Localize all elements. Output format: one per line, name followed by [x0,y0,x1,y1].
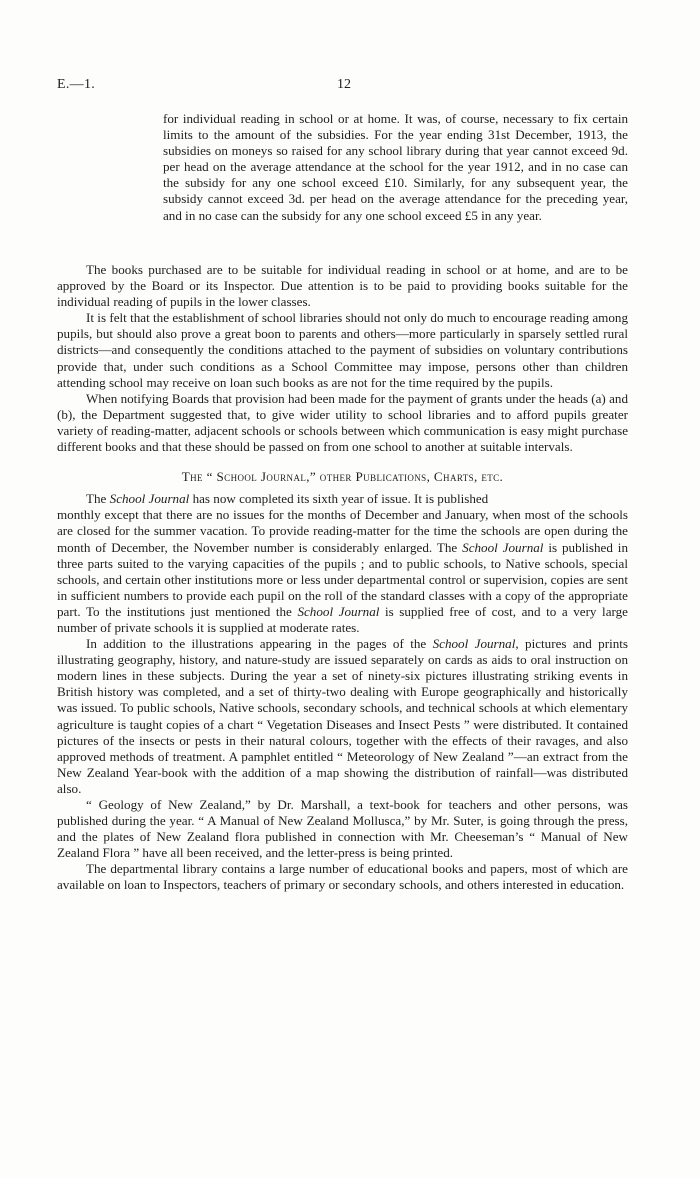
main-text [57,262,628,894]
journal-title: School Journal [109,491,190,507]
quoted-regulation: for individual reading in school or at home. It was, of course, necessary to fix certain limits to the amount of the subsidies. For the year ending 31st December, 1913, the subsidies on moneys so raised for any school library during that year cannot exceed 9d. per head on the average attendance at the school for the year 1912, and in no case can the subsidy for any one school exceed £10. Similarly, for any subsequent year, the subsidy cannot exceed 3d. per head on the average attendance for the preceding year, and in no case can the subsidy for any one school exceed £5 in any year. [163,111,628,223]
journal-title: School Journal [462,539,544,555]
paragraph-library-benefits: It is felt that the establishment of school libraries should not only do much to encourage reading among pupils, but should also prove a great boon to parents and others—more particularly in sparsely settled rural districts—and consequently the conditions attached to the payment of subsidies on voluntary contributions provide that, under such conditions as a School Committee may impose, persons other than children attending school may receive on loan such books as are not for the time required by the pupils. [57,310,628,390]
paragraph-journal-continued [57,507,628,636]
paragraph-illustrations [57,636,628,797]
text-run: is supplied free of cost, and to a very large number of private schools it is supplied at moderate rates. [57,603,628,635]
paragraph-books-approval: The books purchased are to be suitable for individual reading in school or at home, and are to be approved by the Board or its Inspector. Due attention is to be paid to providing books suitable for the individual reading of pupils in the lower classes. [57,262,628,310]
paragraph-notifying-boards: When notifying Boards that provision had been made for the payment of grants under the heads (a) and (b), the Department suggested that, to give wider utility to school libraries and to afford pupils greater variety of reading-matter, adjacent schools or schools between which communication is easy might purchase different books and that these should be passed on from one school to another at suitable intervals. [57,390,628,455]
text-run: monthly except that there are no issues for the months of December and January, when most of the schools are closed for the summer vacation. To provide reading-matter for the time the schools are open during the month of December, the November number is considerably enlarged. The [57,507,628,555]
paragraph-library: The departmental library contains a large number of educational books and papers, most of which are available on loan to Inspectors, teachers of primary or secondary schools, and others interested in education. [57,861,628,893]
paragraph-geology: “ Geology of New Zealand,” by Dr. Marshall, a text-book for teachers and other persons, was published during the year. “ A Manual of New Zealand Mollusca,” by Mr. Suter, is going through the press, and the plates of New Zealand flora published in connection with Mr. Cheeseman’s “ Manual of New Zealand Flora ” have all been received, and the letter-press is being printed. [57,797,628,861]
text-run: , pictures and prints illustrating geography, history, and nature-study are issued separately on cards as aids to oral instruction on modern lines in these subjects. During the year a set of ninety-six pictures illustrating striking events in British history was completed, and a set of thirty-two dealing with Europe geographically and historically was issued. To public schools, Native schools, secondary schools, and technical schools at which elementary agriculture is taught copies of a chart “ Vegetation Diseases and Insect Pests ” were distributed. It contained pictures of the insects or pests in their natural colours, together with the effects of their ravages, and also approved methods of treatment. A pamphlet entitled “ Meteorology of New Zealand ”—an extract from the New Zealand Year-book with the addition of a map showing the distribution of rainfall—was distributed also. [57,636,628,796]
text-run: The [86,491,110,507]
page-number: 12 [337,77,351,92]
text-run: has now completed its sixth year of issue. It is published [189,491,489,507]
text-run: is published in three parts suited to the varying capacities of the pupils ; and to public schools, to Native schools, special schools, and certain other institutions more or less under departmental control or supervision, copies are sent in sufficient numbers to provide each pupil on the roll of the standard classes with a copy of the appropriate part. To the institutions just mentioned the [57,539,628,619]
document-reference: E.—1. [57,77,96,92]
section-heading: The “ School Journal,” other Publications, Charts, etc. [181,469,504,485]
paragraph-school-journal [57,491,628,507]
journal-title: School Journal [432,636,516,652]
text-run: In addition to the illustrations appearing in the pages of the [86,636,433,652]
journal-title: School Journal [297,603,380,619]
